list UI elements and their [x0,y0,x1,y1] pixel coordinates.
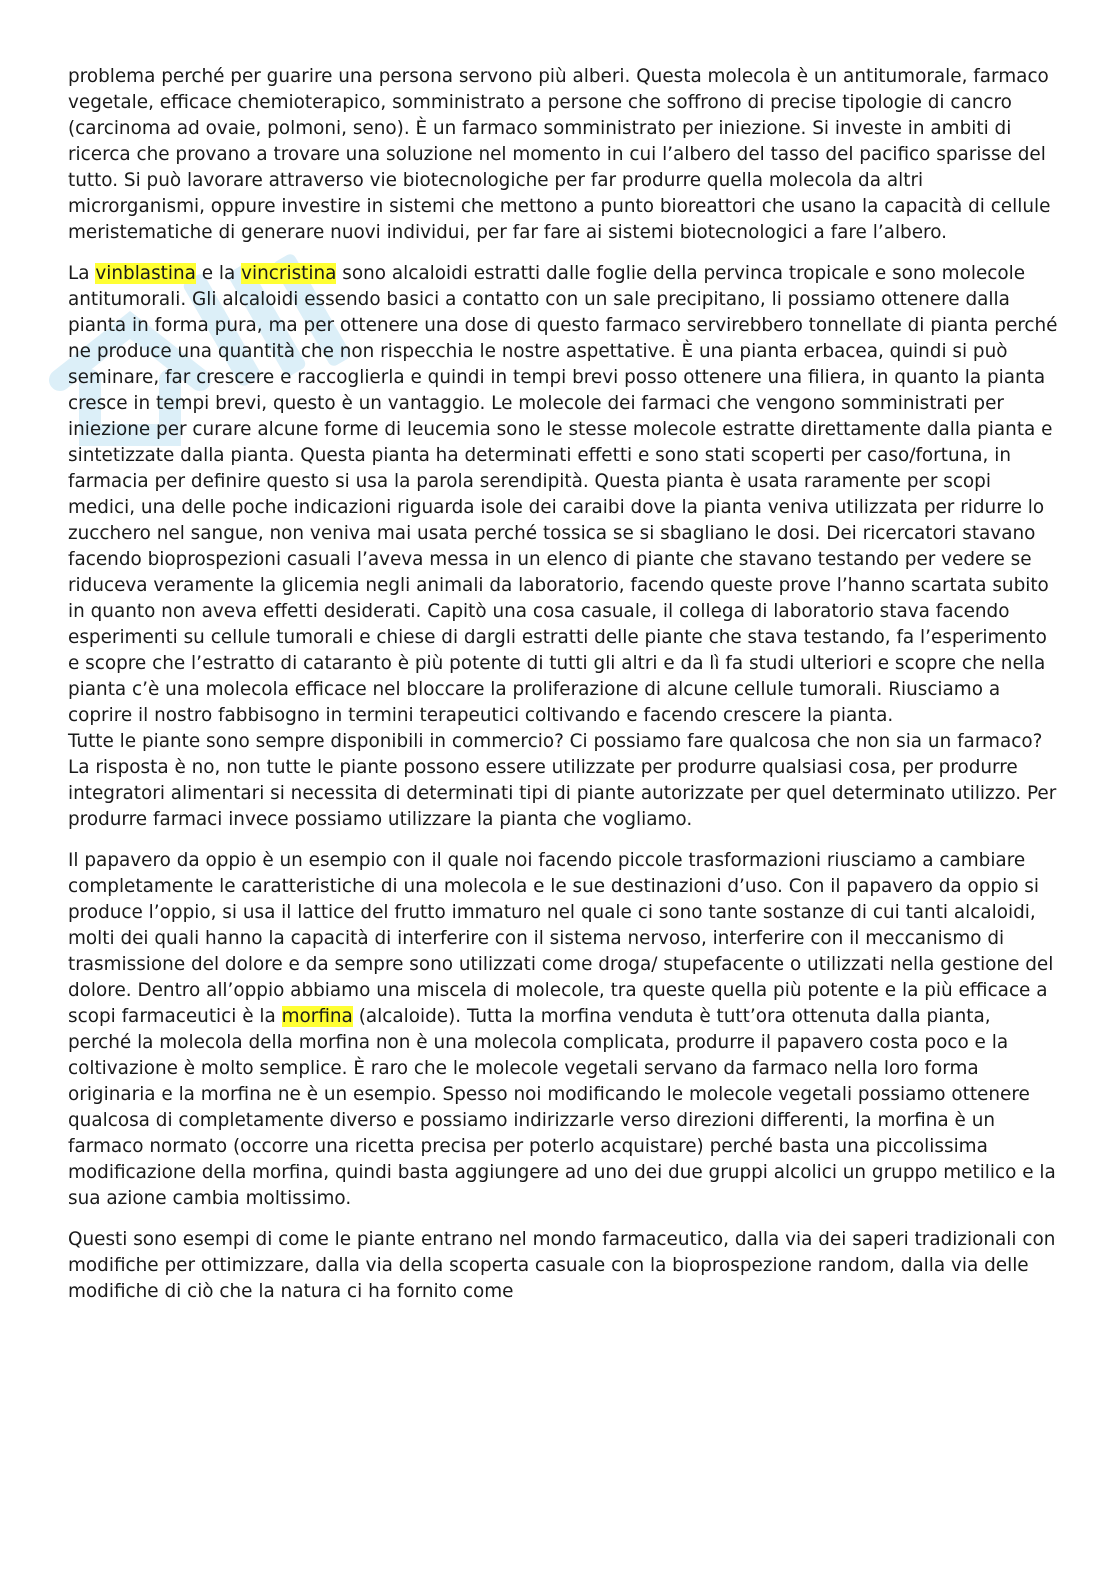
text-run: Il papavero da oppio è un esempio con il quale noi facendo piccole trasformazioni riusciamo a cambiare completamente le caratteristiche di una molecola e le sue destinazioni d’uso. Con il papavero da oppio si produce l’oppio, si usa il lattice del frutto immaturo nel quale ci sono tante sostanze di cui tanti alcaloidi, molti dei quali hanno la capacità di interferire con il sistema nervoso, interferire con il meccanismo di trasmissione del dolore e da sempre sono utilizzati come droga/ stupefacente o utilizzati nella gestione del dolore. Dentro all’oppio abbiamo una miscela di molecole, tra queste quella più potente e la più efficace a scopi farmaceutici è la [68,850,1054,1027]
paragraph-commercial-plants: Tutte le piante sono sempre disponibili in commercio? Ci possiamo fare qualcosa che non sia un farmaco? La risposta è no, non tutte le piante possono essere utilizzate per produrre qualsiasi cosa, per produrre integratori alimentari si necessita di determinati tipi di piante autorizzate per quel determinato utilizzo. Per produrre farmaci invece possiamo utilizzare la pianta che vogliamo. [68,731,1057,830]
text-run: La [68,263,96,284]
text-run: sono alcaloidi estratti dalle foglie della pervinca tropicale e sono molecole antitumorali. Gli alcaloidi essendo basici a contatto con un sale precipitano, li possiamo ottenere dalla pianta in forma pura, ma per ottenere una dose di questo farmaco servirebbero tonnellate di pianta perché ne produce una quantità che non rispecchia le nostre aspettative. È una pianta erbacea, quindi si può seminare, far crescere e raccoglierla e quindi in tempi brevi posso ottenere una filiera, in quanto la pianta cresce in tempi brevi, questo è un vantaggio. Le molecole dei farmaci che vengono somministrati per iniezione per curare alcune forme di leucemia sono le stesse molecole estratte direttamente dalla pianta e sintetizzate dalla pianta. Questa pianta ha determinati effetti e sono stati scoperti per caso/fortuna, in farmacia per definire questo si usa la parola serendipità. Questa pianta è usata raramente per scopi medici, una delle poche indicazioni riguarda isole dei caraibi dove la pianta veniva utilizzata per ridurre lo zucchero nel sangue, non veniva mai usata perché tossica se si sbagliano le dosi. Dei ricercatori stavano facendo bioprospezioni casuali l’aveva messa in un elenco di piante che stavano testando per vedere se riduceva veramente la glicemia negli animali da laboratorio, facendo queste prove l’hanno scartata subito in quanto non aveva effetti desiderati. Capitò una cosa casuale, il collega di laboratorio stava facendo esperimenti su cellule tumorali e chiese di dargli estratti delle piante che stava testando, fa l’esperimento e scopre che l’estratto di cataranto è più potente di tutti gli altri e da lì fa studi ulteriori e scopre che nella pianta c’è una molecola efficace nel bloccare la proliferazione di alcune cellule tumorali. Riusciamo a coprire il nostro fabbisogno in termini terapeutici coltivando e facendo crescere la pianta. [68,263,1058,726]
paragraph-taxol: problema perché per guarire una persona servono più alberi. Questa molecola è un antitumorale, farmaco vegetale, efficace chemioterapico, somministrato a persone che soffrono di precise tipologie di cancro (carcinoma ad ovaie, polmoni, seno). È un farmaco somministrato per iniezione. Si investe in ambiti di ricerca che provano a trovare una soluzione nel momento in cui l’albero del tasso del pacifico sparisse del tutto. Si può lavorare attraverso vie biotecnologiche per far produrre quella molecola da altri microrganismi, oppure investire in sistemi che mettono a punto bioreattori che usano la capacità di cellule meristematiche di generare nuovi individui, per far fare ai sistemi biotecnologici a fare l’albero. [68,66,1051,243]
highlight-vinblastina: vinblastina [95,263,196,284]
paragraph-opium-poppy [68,848,1058,1212]
highlight-vincristina: vincristina [241,263,337,284]
paragraph-conclusion: Questi sono esempi di come le piante entrano nel mondo farmaceutico, dalla via dei saperi tradizionali con modifiche per ottimizzare, dalla via della scoperta casuale con la bioprospezione random, dalla via delle modifiche di ciò che la natura ci ha fornito come [68,1229,1056,1302]
document-page [68,64,1058,1320]
paragraph-vinca-alkaloids [68,261,1058,729]
text-run: e la [195,263,242,284]
highlight-morfina: morfina [281,1006,353,1027]
text-run: (alcaloide). Tutta la morfina venduta è tutt’ora ottenuta dalla pianta, perché la molecola della morfina non è una molecola complicata, produrre il papavero costa poco e la coltivazione è molto semplice. È raro che le molecole vegetali servano da farmaco nella loro forma originaria e la morfina ne è un esempio. Spesso noi modificando le molecole vegetali possiamo ottenere qualcosa di completamente diverso e possiamo indirizzarle verso direzioni differenti, la morfina è un farmaco normato (occorre una ricetta precisa per poterlo acquistare) perché basta una piccolissima modificazione della morfina, quindi basta aggiungere ad uno dei due gruppi alcolici un gruppo metilico e la sua azione cambia moltissimo. [68,1006,1056,1209]
